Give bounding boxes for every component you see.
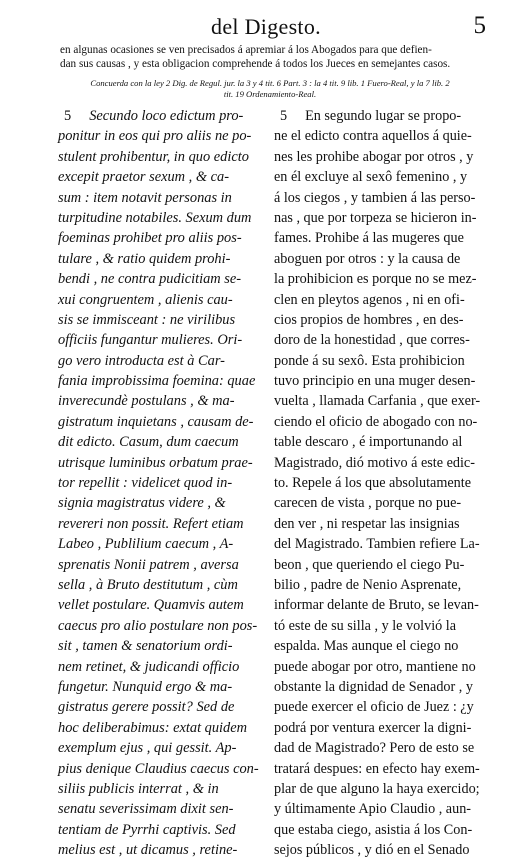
- spanish-line: que estaba ciego, asistia á los Con-: [274, 821, 473, 838]
- spanish-line: podrá por ventura exercer la digni-: [274, 719, 472, 736]
- spanish-line: aboguen por otros : y la causa de: [274, 250, 461, 267]
- latin-line: xui congruentem , alienis cau-: [58, 291, 233, 308]
- latin-line: caecus pro alio postulare non pos-: [58, 617, 258, 634]
- spanish-line: vuelta , llamada Carfania , que exer-: [274, 393, 481, 410]
- spanish-column: [274, 106, 480, 860]
- latin-line: bendi , ne contra pudicitiam se-: [58, 271, 242, 288]
- spanish-line: tó este de su silla , y le volvió la: [274, 617, 457, 634]
- spanish-line: plar de que alguno la haya exercido;: [274, 780, 480, 797]
- spanish-line: cios propios de hombres , en des-: [274, 311, 464, 328]
- spanish-line: Magistrado, dió motivo á este edic-: [274, 454, 475, 471]
- latin-line: excepit praetor sexum , & ca-: [58, 169, 230, 186]
- spanish-line: to. Repele á los que absolutamente: [274, 475, 471, 492]
- running-header: [0, 14, 532, 44]
- spanish-line: beon , que queriendo el ciego Pu-: [274, 556, 465, 573]
- latin-line: signia magistratus videre , &: [58, 495, 226, 512]
- latin-line: nem retinet, & judicandi officio: [58, 658, 240, 675]
- latin-line: pius denique Claudius caecus con-: [58, 760, 259, 777]
- latin-line: gistratum inquietans , causam de-: [58, 413, 254, 430]
- latin-line: siliis publicis interrat , & in: [58, 780, 219, 797]
- latin-line: sis se immisceant : ne virilibus: [58, 311, 236, 328]
- latin-line: vellet postulare. Quamvis autem: [58, 597, 244, 614]
- spanish-line: puede exercer el oficio de Juez : ¿y: [274, 699, 474, 716]
- latin-line: sit , tamen & senatorium ordi-: [58, 638, 233, 655]
- page-number: 5: [473, 12, 486, 39]
- intro-line: en algunas ocasiones se ven precisados á apremiar á los Abogados para que defien-: [60, 44, 432, 56]
- running-title: del Digesto.: [211, 14, 321, 39]
- latin-line: senatu severissimam dixit sen-: [58, 801, 234, 818]
- latin-line: dit edicto. Casum, dum caecum: [58, 434, 239, 451]
- spanish-line: ne el edicto contra aquellos á quie-: [274, 128, 472, 145]
- spanish-line: den ver , ni respetar las insignias: [274, 515, 460, 532]
- spanish-line: espalda. Mas aunque el ciego no: [274, 638, 459, 655]
- spanish-line: clen en pleytos agenos , ni en ofi-: [274, 291, 465, 308]
- latin-line: tentiam de Pyrrhi captivis. Sed: [58, 821, 236, 838]
- latin-line: go vero introducta est à Car-: [58, 352, 225, 369]
- latin-line: sum : item notavit personas in: [58, 189, 232, 206]
- spanish-line: doro de la honestidad , que corres-: [274, 332, 470, 349]
- intro-line: dan sus causas , y esta obligacion comprehende á todos los Jueces en semejantes casos.: [60, 57, 451, 70]
- latin-section-number: 5: [64, 108, 72, 124]
- spanish-line: tratará despues: en efecto hay exem-: [274, 760, 480, 777]
- spanish-line: ponde á su sexô. Esta prohibicion: [274, 352, 465, 369]
- latin-line: ponitur in eos qui pro aliis ne po-: [58, 128, 252, 145]
- latin-line: Labeo , Publilium caecum , A-: [58, 536, 234, 553]
- latin-line: turpitudine notabiles. Sexum dum: [58, 209, 252, 226]
- spanish-line: la prohibicion es porque no se mez-: [274, 271, 477, 288]
- latin-line: exemplum ejus , qui gessit. Ap-: [58, 740, 237, 757]
- spanish-line: carecen de vista , porque no pue-: [274, 495, 462, 512]
- spanish-line: obstante la dignidad de Senador , y: [274, 678, 473, 695]
- latin-line: revereri non possit. Refert etiam: [58, 515, 244, 532]
- spanish-line: sejos públicos , y dió en el Senado: [274, 842, 470, 859]
- spanish-line: fames. Prohibe á las mugeres que: [274, 230, 464, 247]
- latin-column: [58, 106, 266, 860]
- spanish-line: bilio , padre de Nenio Asprenate,: [274, 576, 462, 593]
- latin-line: hoc deliberabimus: extat quidem: [58, 719, 248, 736]
- spanish-line: á los ciegos , y tambien á las perso-: [274, 189, 476, 206]
- spanish-line: nas , que por torpeza se hicieron in-: [274, 209, 477, 226]
- concordance-line: Concuerda con la ley 2 Dig. de Regul. jur. la 3 y 4 tit. 6 Part. 3 : la 4 tit. 9 lib. 1 Fuero-Real, y la 7 lib. 2: [90, 78, 450, 88]
- spanish-line: puede abogar por otro, mantiene no: [274, 658, 476, 675]
- spanish-line: nes les prohibe abogar por otros , y: [274, 148, 474, 165]
- spanish-section-number: 5: [280, 108, 288, 124]
- spanish-line: informar delante de Bruto, se levan-: [274, 597, 479, 614]
- latin-line: foeminas prohibet pro aliis pos-: [58, 230, 242, 247]
- concordance-note: [60, 78, 480, 99]
- latin-line: sprenatis Nonii patrem , aversa: [58, 556, 239, 573]
- latin-line: tor repellit : videlicet quod in-: [58, 475, 233, 492]
- latin-line: inverecundè postulans , & ma-: [58, 393, 235, 410]
- spanish-line: del Magistrado. Tambien refiere La-: [274, 536, 480, 553]
- latin-line: gistratus gerere possit? Sed de: [58, 699, 235, 716]
- spanish-line: ciendo el oficio de abogado con no-: [274, 413, 478, 430]
- latin-line: fungetur. Nunquid ergo & ma-: [58, 678, 233, 695]
- latin-line: stulent prohibentur, in quo edicto: [58, 148, 249, 165]
- concordance-line: tit. 19 Ordenamiento-Real.: [223, 88, 317, 99]
- spanish-line: tuvo principio en una muger desen-: [274, 373, 476, 390]
- spanish-line: en él excluye al sexô femenino , y: [274, 169, 468, 186]
- latin-line: melius est , ut dicamus , retine-: [58, 842, 238, 859]
- latin-line-text: Secundo loco edictum pro-: [89, 108, 244, 124]
- intro-paragraph: [60, 44, 480, 71]
- spanish-line-text: En segundo lugar se propo-: [305, 108, 462, 124]
- spanish-line: dad de Magistrado? Pero de esto se: [274, 740, 475, 757]
- latin-line: fania improbissima foemina: quae: [58, 373, 256, 390]
- latin-line: [58, 106, 266, 126]
- latin-line: sella , à Bruto destitutum , cùm: [58, 576, 238, 593]
- spanish-line: y últimamente Apio Claudio , aun-: [274, 801, 472, 818]
- latin-line: tulare , & ratio quidem prohi-: [58, 250, 231, 267]
- spanish-line: table descaro , é importunando al: [274, 434, 463, 451]
- latin-line: utrisque luminibus orbatum prae-: [58, 454, 253, 471]
- latin-line: officiis fungantur mulieres. Ori-: [58, 332, 243, 349]
- spanish-line: [274, 106, 480, 126]
